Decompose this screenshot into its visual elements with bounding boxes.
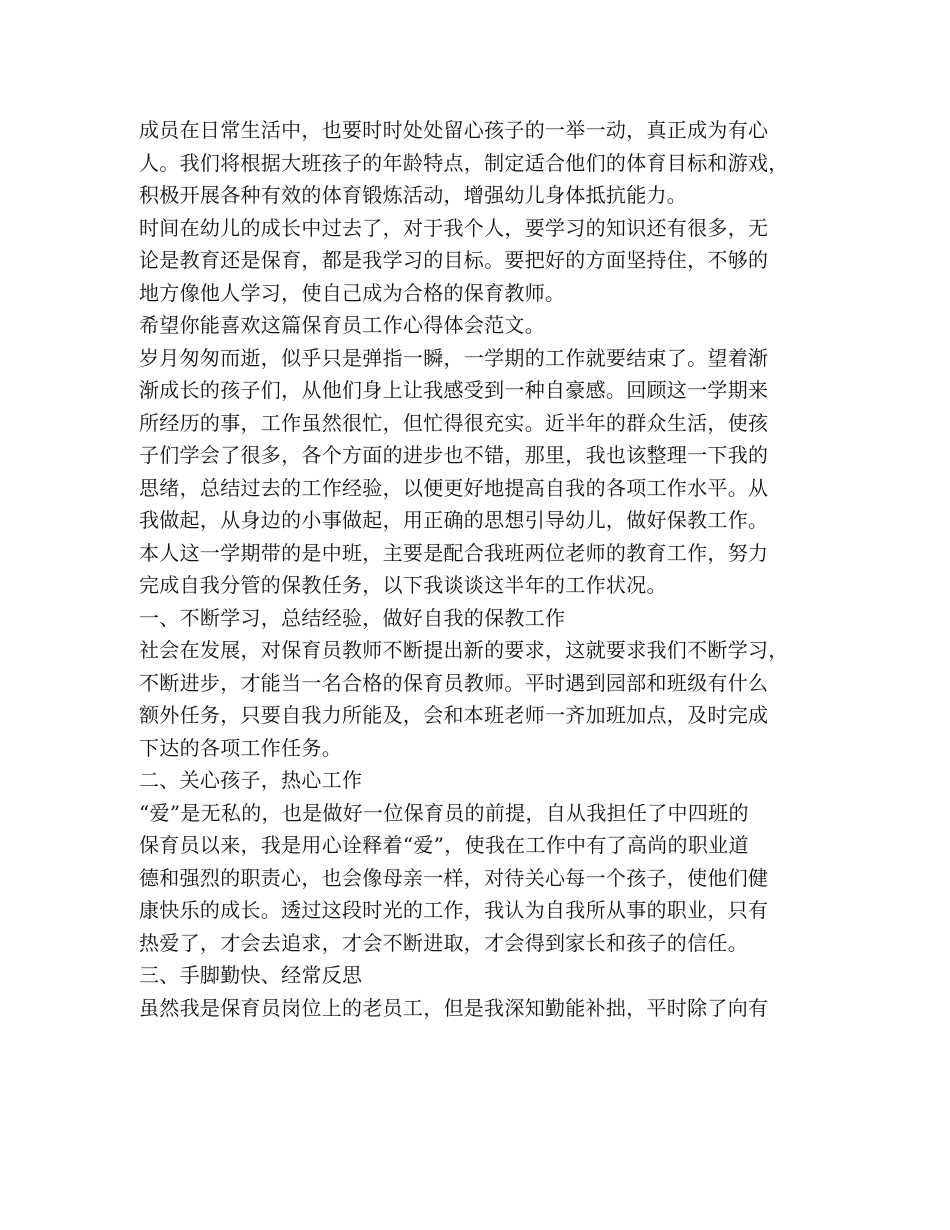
text-line: 我做起，从身边的小事做起，用正确的思想引导幼儿，做好保教工作。: [139, 508, 769, 532]
text-line: 虽然我是保育员岗位上的老员工，但是我深知勤能补拙，平时除了向有: [139, 995, 769, 1020]
section-heading: 三、手脚勤快、经常反思: [139, 963, 363, 987]
section-heading: 一、不断学习，总结经验，做好自我的保教工作: [139, 605, 566, 630]
text-line: 思绪，总结过去的工作经验，以便更好地提高自我的各项工作水平。从: [139, 475, 769, 500]
text-line: 积极开展各种有效的体育锻炼活动，增强幼儿身体抵抗能力。: [139, 183, 688, 207]
text-line: 康快乐的成长。透过这段时光的工作，我认为自我所从事的职业，只有: [139, 898, 769, 922]
text-line: 地方像他人学习，使自己成为合格的保育教师。: [139, 280, 566, 305]
text-line: 希望你能喜欢这篇保育员工作心得体会范文。: [139, 313, 545, 337]
text-line: 成员在日常生活中，也要时时处处留心孩子的一举一动，真正成为有心: [139, 118, 769, 142]
text-line: 子们学会了很多，各个方面的进步也不错，那里，我也该整理一下我的: [139, 443, 769, 467]
text-line: 社会在发展，对保育员教师不断提出新的要求，这就要求我们不断学习，: [139, 638, 789, 662]
text-line: 渐成长的孩子们，从他们身上让我感受到一种自豪感。回顾这一学期来: [139, 378, 769, 402]
text-line: 所经历的事，工作虽然很忙，但忙得很充实。近半年的群众生活，使孩: [139, 410, 769, 435]
text-line: 下达的各项工作任务。: [139, 735, 342, 760]
text-line: 额外任务，只要自我力所能及，会和本班老师一齐加班加点，及时完成: [139, 703, 769, 727]
text-line: 本人这一学期带的是中班，主要是配合我班两位老师的教育工作，努力: [139, 540, 769, 565]
text-line: 时间在幼儿的成长中过去了，对于我个人，要学习的知识还有很多，无: [139, 215, 769, 240]
text-line: 完成自我分管的保教任务，以下我谈谈这半年的工作状况。: [139, 573, 667, 597]
text-line: 热爱了，才会去追求，才会不断进取，才会得到家长和孩子的信任。: [139, 930, 748, 955]
text-line: 保育员以来，我是用心诠释着“爱”，使我在工作中有了高尚的职业道: [139, 833, 749, 857]
text-line: 岁月匆匆而逝，似乎只是弹指一瞬，一学期的工作就要结束了。望着渐: [139, 345, 769, 370]
text-line: “爱”是无私的，也是做好一位保育员的前提，自从我担任了中四班的: [139, 800, 749, 825]
document-body: [139, 114, 829, 1024]
text-line: 德和强烈的职责心，也会像母亲一样，对待关心每一个孩子，使他们健: [139, 865, 769, 890]
text-line: 论是教育还是保育，都是我学习的目标。要把好的方面坚持住，不够的: [139, 248, 769, 272]
text-line: 不断进步，才能当一名合格的保育员教师。平时遇到园部和班级有什么: [139, 670, 769, 695]
section-heading: 二、关心孩子，热心工作: [139, 768, 363, 792]
text-line: 人。我们将根据大班孩子的年龄特点，制定适合他们的体育目标和游戏，: [139, 150, 789, 175]
